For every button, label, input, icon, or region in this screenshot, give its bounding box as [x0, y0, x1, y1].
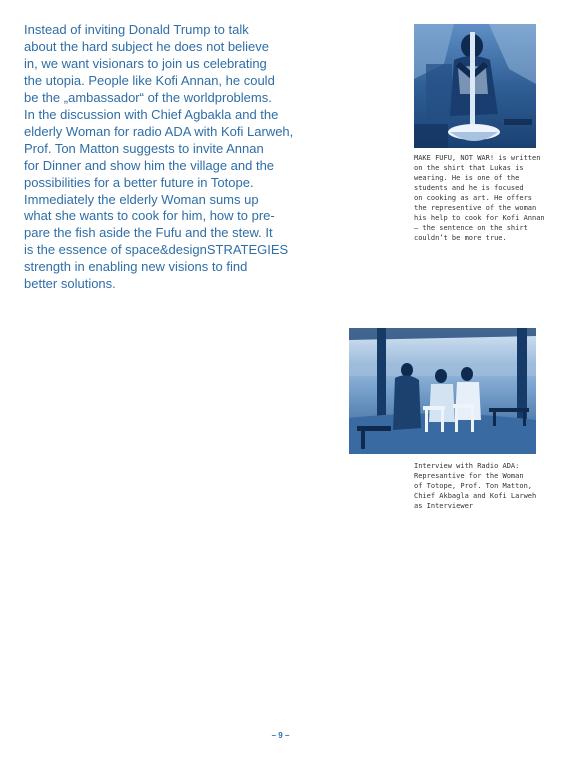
caption-line: Interview with Radio ADA:: [414, 462, 520, 470]
caption-line: on cooking as art. He offers: [414, 194, 533, 202]
caption-line: wearing. He is one of the: [414, 174, 520, 182]
main-text-line: elderly Woman for radio ADA with Kofi Larweh,: [24, 123, 294, 139]
main-text-line: in, we want visionars to join us celebrating: [24, 55, 267, 71]
caption-line: MAKE FUFU, NOT WAR! is written: [414, 154, 541, 162]
main-text-line: for Dinner and show him the village and the: [24, 157, 275, 173]
caption-line: as Interviewer: [414, 502, 474, 510]
page-number: – 9 –: [271, 731, 290, 740]
main-text-line: what she wants to cook for him, how to pre-: [24, 208, 275, 224]
main-text-line: strength in enabling new visions to find: [24, 259, 248, 275]
caption-line: students and he is focused: [414, 184, 524, 192]
main-text-line: In the discussion with Chief Agbakla and the: [24, 106, 279, 122]
main-paragraph: [24, 22, 324, 293]
main-text-line: about the hard subject he does not believe: [24, 38, 270, 54]
caption-line: couldn’t be more true.: [414, 234, 507, 242]
interview-photo-caption: [414, 461, 539, 511]
main-text-line: possibilities for a better future in Totope.: [24, 174, 254, 190]
main-text-line: the utopia. People like Kofi Annan, he could: [24, 72, 275, 88]
main-text-line: Immediately the elderly Woman sums up: [24, 191, 259, 207]
caption-line: on the shirt that Lukas is: [414, 164, 524, 172]
caption-line: Chief Akbagla and Kofi Larweh: [414, 492, 537, 500]
caption-line: his help to cook for Kofi Annan: [414, 214, 545, 222]
interview-photo: [349, 328, 536, 454]
fufu-photo-illustration: [414, 24, 536, 148]
caption-line: Represantive for the Woman: [414, 472, 524, 480]
main-text-line: better solutions.: [24, 276, 116, 292]
caption-line: of Totope, Prof. Ton Matton,: [414, 482, 533, 490]
caption-line: the representive of the woman: [414, 204, 537, 212]
main-text-line: be the „ambassador“ of the worldproblems.: [24, 89, 272, 105]
fufu-photo: [414, 24, 536, 148]
main-text-line: Instead of inviting Donald Trump to talk: [24, 22, 249, 37]
main-text-line: Prof. Ton Matton suggests to invite Annan: [24, 140, 264, 156]
interview-photo-illustration: [349, 328, 536, 454]
main-text-line: is the essence of space&designSTRATEGIES: [24, 242, 289, 258]
fufu-photo-caption: [414, 153, 545, 243]
main-text-line: pare the fish aside the Fufu and the stew. It: [24, 225, 273, 241]
caption-line: – the sentence on the shirt: [414, 224, 528, 232]
